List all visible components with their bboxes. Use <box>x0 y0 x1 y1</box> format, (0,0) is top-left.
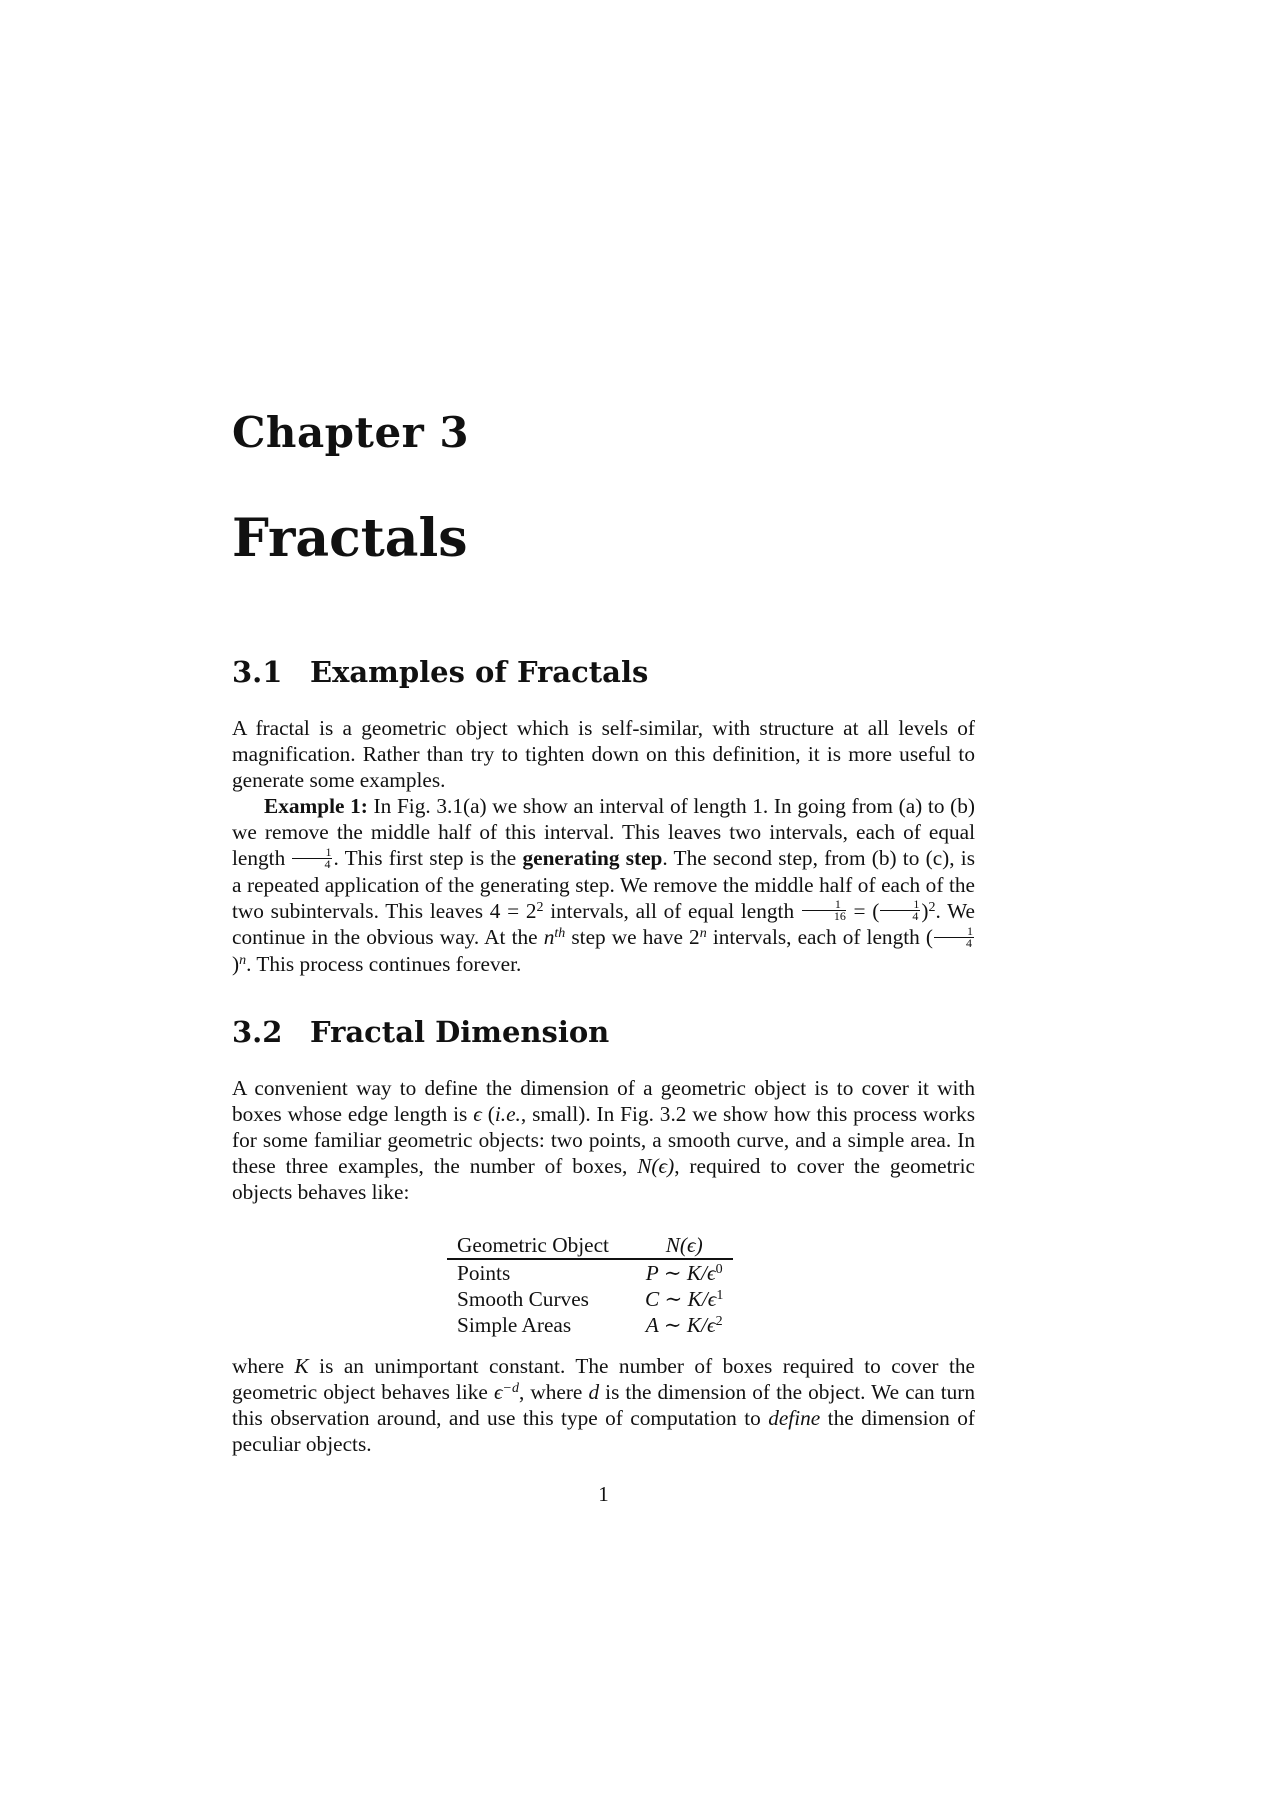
italic-define: define <box>768 1406 821 1430</box>
section-number: 3.2 <box>232 1015 283 1049</box>
table-row <box>447 1259 733 1286</box>
superscript: th <box>554 926 566 942</box>
formula: A ∼ K/ϵ <box>645 1313 716 1337</box>
superscript: 2 <box>536 899 544 915</box>
text-run: . The second step, from (b) to (c), is a repeated application of the generating step. We remove the middle half of each of the two subintervals. This leaves 4 = 2 <box>232 846 975 923</box>
text-run: , where <box>518 1380 589 1404</box>
text-run: ) <box>921 898 929 923</box>
denominator: 4 <box>324 856 331 871</box>
section-title: Examples of Fractals <box>310 655 649 689</box>
math-n-epsilon: N(ϵ) <box>637 1154 675 1178</box>
page-number: 1 <box>598 1482 609 1506</box>
math-variable: d <box>588 1380 600 1404</box>
numerator: 1 <box>802 899 846 911</box>
denominator: 16 <box>833 909 846 924</box>
math-epsilon: ϵ <box>493 1380 503 1404</box>
text-run: is the dimension of the object. We can turn this observation around, and use this type of computation to <box>232 1380 975 1430</box>
table-cell-formula <box>619 1312 733 1338</box>
section-heading-3-1 <box>232 655 648 689</box>
text-run: , required to cover the geometric objects behaves like: <box>232 1154 975 1204</box>
text-run: ) <box>232 951 240 976</box>
fraction-one-sixteenth <box>802 899 846 922</box>
text-run: where <box>232 1354 295 1378</box>
fraction-one-quarter <box>934 923 974 950</box>
math-variable: n <box>543 925 555 950</box>
fraction-one-quarter <box>292 844 332 871</box>
text-run: . This first step is the <box>333 846 523 870</box>
section-heading-3-2 <box>232 1015 609 1049</box>
chapter-label: Chapter 3 <box>232 408 470 457</box>
text-run: step we have 2 <box>565 925 700 950</box>
table-cell-formula <box>619 1259 733 1286</box>
paragraph-dimension-intro <box>232 1075 975 1205</box>
term-generating-step: generating step <box>522 846 663 870</box>
table-cell-object: Points <box>457 1261 511 1285</box>
table-header: Geometric Object <box>447 1232 619 1259</box>
text-run: In Fig. 3.1(a) we show an interval of length 1. In going from (a) to (b) we remove the middle half of this interval. This leaves two intervals, each of equal length <box>232 794 975 870</box>
superscript: 1 <box>716 1288 724 1303</box>
section-title: Fractal Dimension <box>310 1015 610 1049</box>
table-row <box>447 1312 733 1338</box>
formula: P ∼ K/ϵ <box>645 1261 716 1285</box>
text-run: ( <box>481 1102 495 1126</box>
superscript: 2 <box>715 1314 723 1329</box>
table-cell-object: Smooth Curves <box>457 1287 589 1311</box>
superscript: 0 <box>715 1262 723 1277</box>
text-run: . We continue in the obvious way. At the <box>232 898 975 950</box>
text-run: intervals, all of equal length <box>543 898 801 923</box>
formula: C ∼ K/ϵ <box>644 1287 717 1311</box>
paragraph-fractal-definition: A fractal is a geometric object which is self-similar, with structure at all levels of magnification. Rather than try to tighten down on this definition, it is more useful to generate some examples. <box>232 716 975 792</box>
text-run: = ( <box>846 898 880 923</box>
paragraph-example-1 <box>232 793 975 977</box>
denominator: 4 <box>966 935 972 950</box>
table-header: N(ϵ) <box>619 1232 733 1259</box>
fraction-one-quarter <box>880 899 920 922</box>
chapter-title: Fractals <box>232 508 468 569</box>
example-label: Example 1: <box>264 794 368 818</box>
text-run: A convenient way to define the dimension of a geometric object is to cover it with boxes whose edge length is <box>232 1076 975 1126</box>
paragraph-dimension-definition <box>232 1353 975 1457</box>
superscript: n <box>239 952 247 968</box>
table-cell-formula <box>619 1286 733 1312</box>
text-run: is an unimportant constant. The number of boxes required to cover the geometric object behaves like <box>232 1354 975 1404</box>
table-cell-object: Simple Areas <box>457 1313 572 1337</box>
text-run: , small). In Fig. 3.2 we show how this process works for some familiar geometric objects: two points, a smooth curve, and a simple area. In these three examples, the number of boxes, <box>232 1102 975 1178</box>
numerator: 1 <box>934 926 974 938</box>
numerator: 1 <box>292 847 332 859</box>
text-run: . This process continues forever. <box>246 951 522 976</box>
numerator: 1 <box>880 899 920 911</box>
superscript: 2 <box>928 899 936 915</box>
table-row <box>447 1286 733 1312</box>
text-run: the dimension of peculiar objects. <box>232 1406 975 1456</box>
italic-ie: i.e. <box>494 1102 521 1126</box>
table-header-row <box>447 1232 733 1259</box>
math-epsilon: ϵ <box>473 1102 482 1126</box>
math-variable: K <box>294 1354 309 1378</box>
section-number: 3.1 <box>232 655 283 689</box>
superscript: −d <box>502 1381 519 1396</box>
box-count-table <box>447 1232 733 1338</box>
denominator: 4 <box>912 909 919 924</box>
text-run: intervals, each of length ( <box>706 925 933 950</box>
superscript: n <box>699 926 707 942</box>
